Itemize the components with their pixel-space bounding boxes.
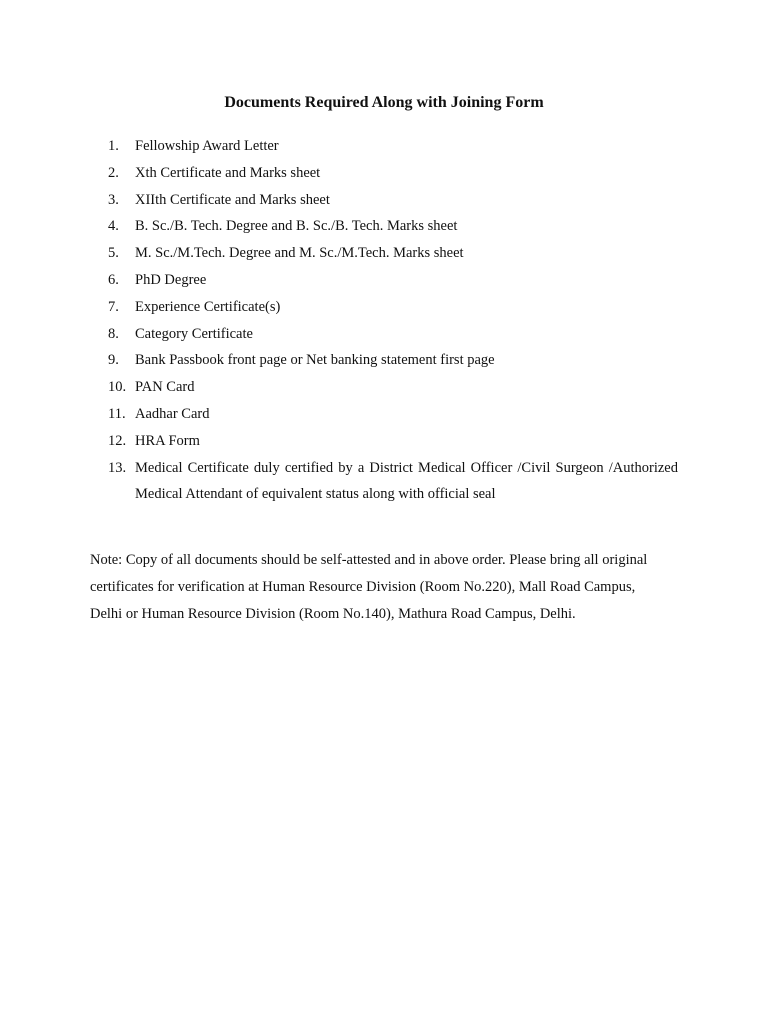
list-item xyxy=(108,213,678,240)
list-item xyxy=(108,321,678,348)
note-paragraph xyxy=(90,547,680,628)
list-item-number: 2. xyxy=(108,164,119,181)
list-item-number: 13. xyxy=(108,459,127,476)
list-item-text: HRA Form xyxy=(135,432,200,449)
list-item-text: PAN Card xyxy=(135,379,195,396)
list-item-number: 8. xyxy=(108,325,119,342)
list-item xyxy=(108,267,678,294)
list-item-text: B. Sc./B. Tech. Degree and B. Sc./B. Tech. Marks sheet xyxy=(135,218,458,235)
note-line: certificates for verification at Human Resource Division (Room No.220), Mall Road Campus, xyxy=(90,579,636,595)
list-item-text: Xth Certificate and Marks sheet xyxy=(135,164,321,181)
list-item-number: 12. xyxy=(108,432,127,449)
list-item-number: 11. xyxy=(108,405,126,422)
note-line: Delhi or Human Resource Division (Room No.140), Mathura Road Campus, Delhi. xyxy=(90,606,576,622)
list-item xyxy=(108,160,678,187)
list-item-text: PhD Degree xyxy=(135,271,207,288)
page-title: Documents Required Along with Joining Form xyxy=(224,94,544,111)
list-item-number: 10. xyxy=(108,379,127,396)
list-item-number: 7. xyxy=(108,298,119,315)
list-item xyxy=(108,401,678,428)
list-item-number: 4. xyxy=(108,218,119,235)
list-item xyxy=(108,240,678,267)
list-item-text: Aadhar Card xyxy=(135,405,210,422)
list-item xyxy=(108,374,678,401)
list-item-text: XIIth Certificate and Marks sheet xyxy=(135,191,330,208)
list-item xyxy=(108,455,678,509)
list-item-number: 5. xyxy=(108,245,119,262)
list-item-number: 1. xyxy=(108,138,119,154)
list-item xyxy=(108,294,678,321)
list-item xyxy=(108,428,678,455)
list-item-text: Experience Certificate(s) xyxy=(135,298,281,315)
list-item-text: Category Certificate xyxy=(135,325,253,342)
list-item xyxy=(108,347,678,374)
note-line: Note: Copy of all documents should be self-attested and in above order. Please bring all original xyxy=(90,552,648,568)
list-item-number: 9. xyxy=(108,352,119,369)
list-item-text: Medical Certificate duly certified by a District Medical Officer /Civil Surgeon /Authorized Medical Attendant of equivalent status along with official seal xyxy=(135,459,678,503)
list-item-text: Bank Passbook front page or Net banking statement first page xyxy=(135,352,495,369)
list-item-text: M. Sc./M.Tech. Degree and M. Sc./M.Tech. Marks sheet xyxy=(135,245,464,262)
documents-list xyxy=(108,133,678,508)
list-item xyxy=(108,133,678,160)
list-item-number: 3. xyxy=(108,191,119,208)
list-item xyxy=(108,187,678,214)
list-item-number: 6. xyxy=(108,271,119,288)
list-item-text: Fellowship Award Letter xyxy=(135,138,279,154)
